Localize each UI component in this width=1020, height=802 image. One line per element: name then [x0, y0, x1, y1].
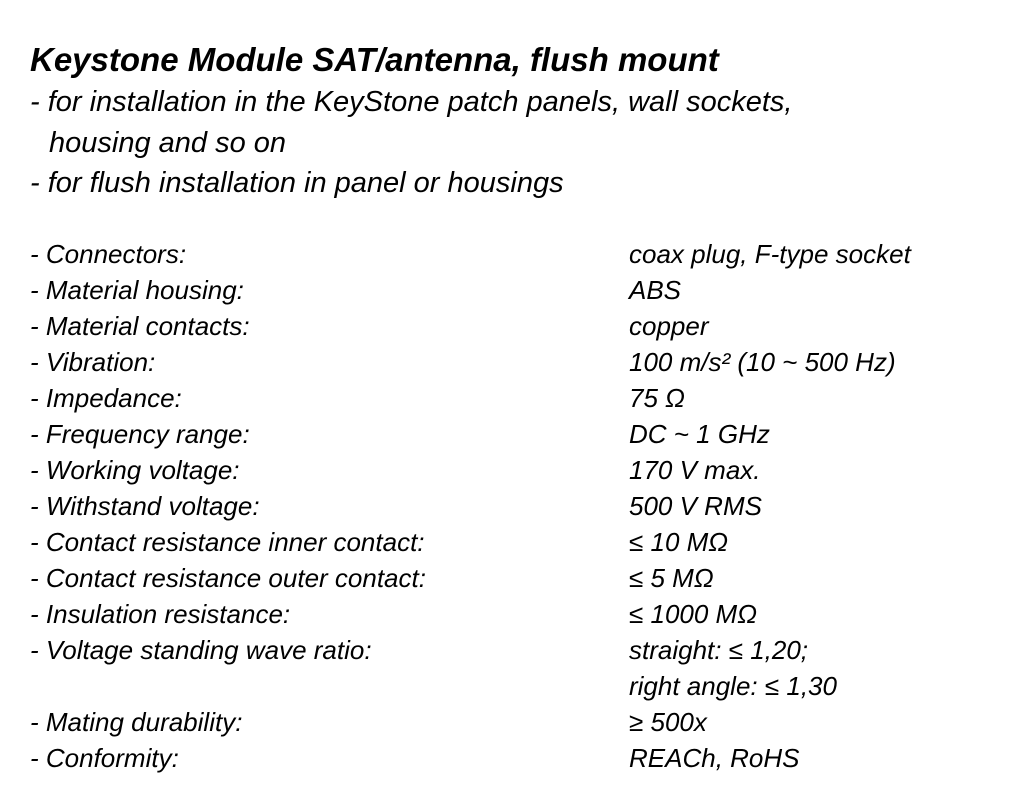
spec-row-frequency-range — [30, 416, 1000, 452]
spec-value: copper — [629, 310, 709, 341]
spec-row-connectors — [30, 236, 1000, 272]
spec-label: - Mating durability: — [30, 706, 243, 737]
spec-row-vibration — [30, 344, 1000, 380]
spec-label: - Vibration: — [30, 346, 156, 377]
spec-value: straight: ≤ 1,20; right angle: ≤ 1,30 — [629, 634, 837, 701]
spec-row-mating-durability — [30, 704, 1000, 740]
spec-label: - Withstand voltage: — [30, 490, 260, 521]
datasheet — [30, 38, 1000, 776]
spec-label: - Voltage standing wave ratio: — [30, 634, 372, 665]
spec-value: ≤ 5 MΩ — [629, 562, 714, 593]
spec-value: REACh, RoHS — [629, 742, 800, 773]
spec-row-material-housing — [30, 272, 1000, 308]
spec-label: - Conformity: — [30, 742, 179, 773]
spec-value: ABS — [629, 274, 682, 305]
spec-label: - Contact resistance outer contact: — [30, 562, 426, 593]
spec-row-contact-resistance-outer — [30, 560, 1000, 596]
spec-row-conformity — [30, 740, 1000, 776]
spec-table — [30, 236, 1000, 776]
spec-row-impedance — [30, 380, 1000, 416]
feature-list — [30, 82, 1000, 204]
spec-row-vswr — [30, 632, 1000, 704]
spec-label: - Impedance: — [30, 382, 182, 413]
spec-value: ≤ 1000 MΩ — [629, 598, 757, 629]
spec-row-working-voltage — [30, 452, 1000, 488]
spec-value: ≤ 10 MΩ — [629, 526, 729, 557]
spec-value: DC ~ 1 GHz — [629, 418, 770, 449]
feature-item: - for installation in the KeyStone patch panels, wall sockets, housing and so on — [30, 86, 793, 159]
spec-row-insulation-resistance — [30, 596, 1000, 632]
spec-value: 100 m/s² (10 ~ 500 Hz) — [629, 346, 896, 377]
spec-value: coax plug, F-type socket — [629, 238, 911, 269]
spec-value: 75 Ω — [629, 382, 685, 413]
spec-label: - Insulation resistance: — [30, 598, 291, 629]
spec-value: ≥ 500x — [629, 706, 707, 737]
spec-value: 170 V max. — [629, 454, 761, 485]
spec-row-withstand-voltage — [30, 488, 1000, 524]
spec-label: - Frequency range: — [30, 418, 250, 449]
spec-label: - Material contacts: — [30, 310, 250, 341]
spec-label: - Connectors: — [30, 238, 187, 269]
spec-label: - Material housing: — [30, 274, 244, 305]
spec-row-contact-resistance-inner — [30, 524, 1000, 560]
spec-label: - Working voltage: — [30, 454, 240, 485]
spec-label: - Contact resistance inner contact: — [30, 526, 425, 557]
product-title: Keystone Module SAT/antenna, flush mount — [30, 41, 719, 78]
spec-value: 500 V RMS — [629, 490, 762, 521]
feature-item: - for flush installation in panel or housings — [30, 167, 564, 199]
spec-row-material-contacts — [30, 308, 1000, 344]
